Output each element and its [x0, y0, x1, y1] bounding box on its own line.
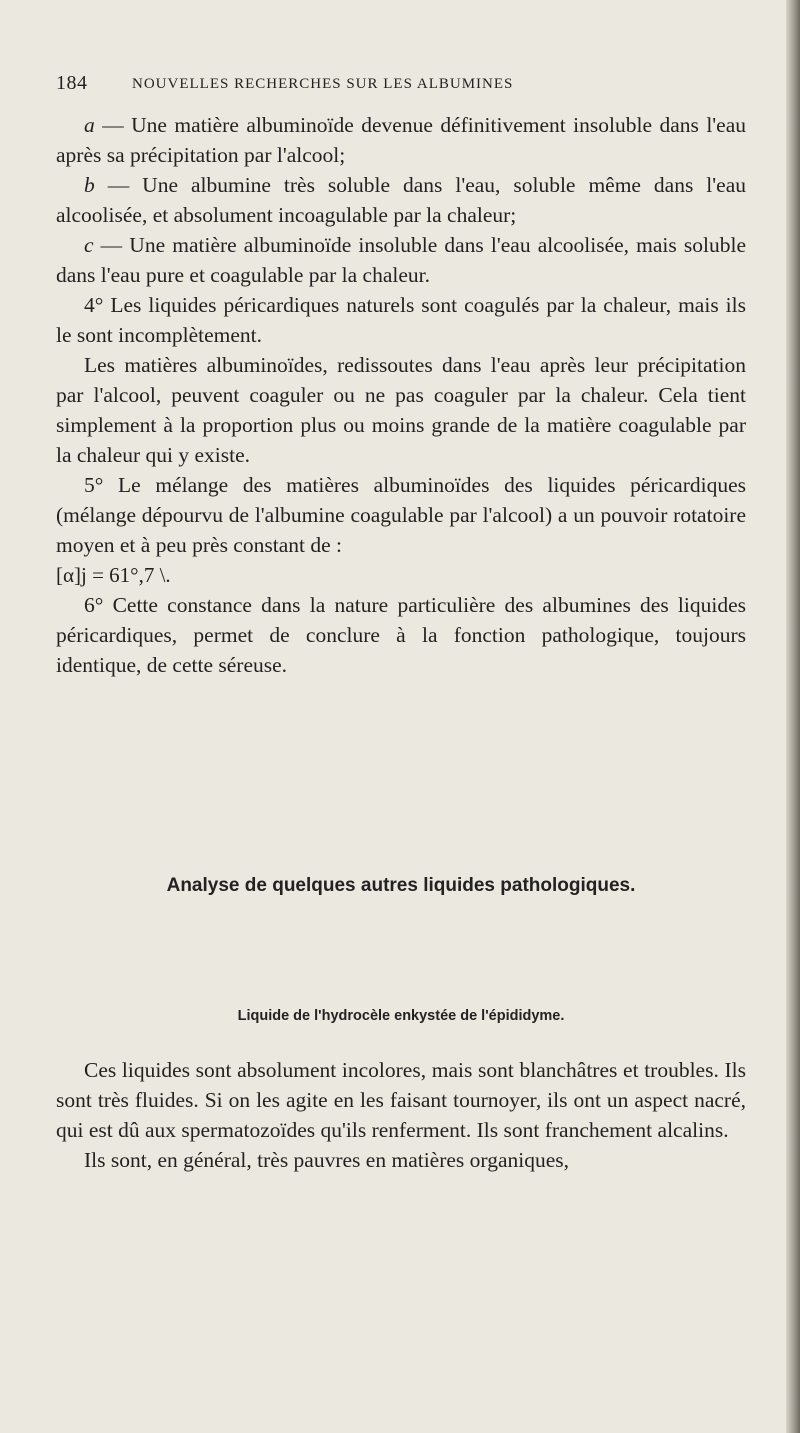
page-edge-shadow — [786, 0, 800, 1433]
paragraph-text: — Une albumine très soluble dans l'eau, soluble même dans l'eau alcoolisée, et absolument incoagulable par la chaleur; — [56, 173, 746, 227]
item-letter: b — [84, 173, 95, 197]
page-header — [56, 72, 756, 104]
paragraph-b — [56, 170, 746, 230]
paragraph-4: 4° Les liquides péricardiques naturels sont coagulés par la chaleur, mais ils le sont incomplètement. — [56, 293, 746, 347]
item-letter: a — [84, 113, 95, 137]
section-title: Analyse de quelques autres liquides pathologiques. — [166, 875, 636, 896]
paragraph-c — [56, 230, 746, 290]
paragraph-pauvres: Ils sont, en général, très pauvres en matières organiques, — [84, 1148, 569, 1172]
item-letter: c — [84, 233, 94, 257]
body-text-upper — [56, 110, 746, 680]
paragraph-6: 6° Cette constance dans la nature particulière des albumines des liquides péricardiques, permet de conclure à la fonction pathologique, toujours identique, de cette séreuse. — [56, 593, 746, 677]
rotatory-power-formula: [α]j = 61°,7 \. — [56, 563, 171, 587]
running-title: NOUVELLES RECHERCHES SUR LES ALBUMINES — [132, 76, 514, 92]
subsection-title: Liquide de l'hydrocèle enkystée de l'épididyme. — [237, 1008, 565, 1024]
paragraph-5: 5° Le mélange des matières albuminoïdes des liquides péricardiques (mélange dépourvu de l'albumine coagulable par l'alcool) a un pouvoir rotatoire moyen et à peu près constant de : — [56, 473, 746, 557]
paragraph-liquides: Ces liquides sont absolument incolores, mais sont blanchâtres et troubles. Ils sont très fluides. Si on les agite en les faisant tournoyer, ils ont un aspect nacré, qui est dû aux spermatozoïdes qu'ils renferment. Ils sont franchement alcalins. — [56, 1058, 746, 1142]
paragraph-text: — Une matière albuminoïde devenue définitivement insoluble dans l'eau après sa précipitation par l'alcool; — [56, 113, 746, 167]
page-number: 184 — [56, 72, 88, 94]
paragraph-matieres: Les matières albuminoïdes, redissoutes dans l'eau après leur précipitation par l'alcool, peuvent coaguler ou ne pas coaguler par la chaleur. Cela tient simplement à la proportion plus ou moins grande de la matière coagulable par la chaleur qui y existe. — [56, 353, 746, 467]
paragraph-text: — Une matière albuminoïde insoluble dans l'eau alcoolisée, mais soluble dans l'eau pure et coagulable par la chaleur. — [56, 233, 746, 287]
body-text-lower — [56, 1055, 746, 1175]
paragraph-a — [56, 110, 746, 170]
